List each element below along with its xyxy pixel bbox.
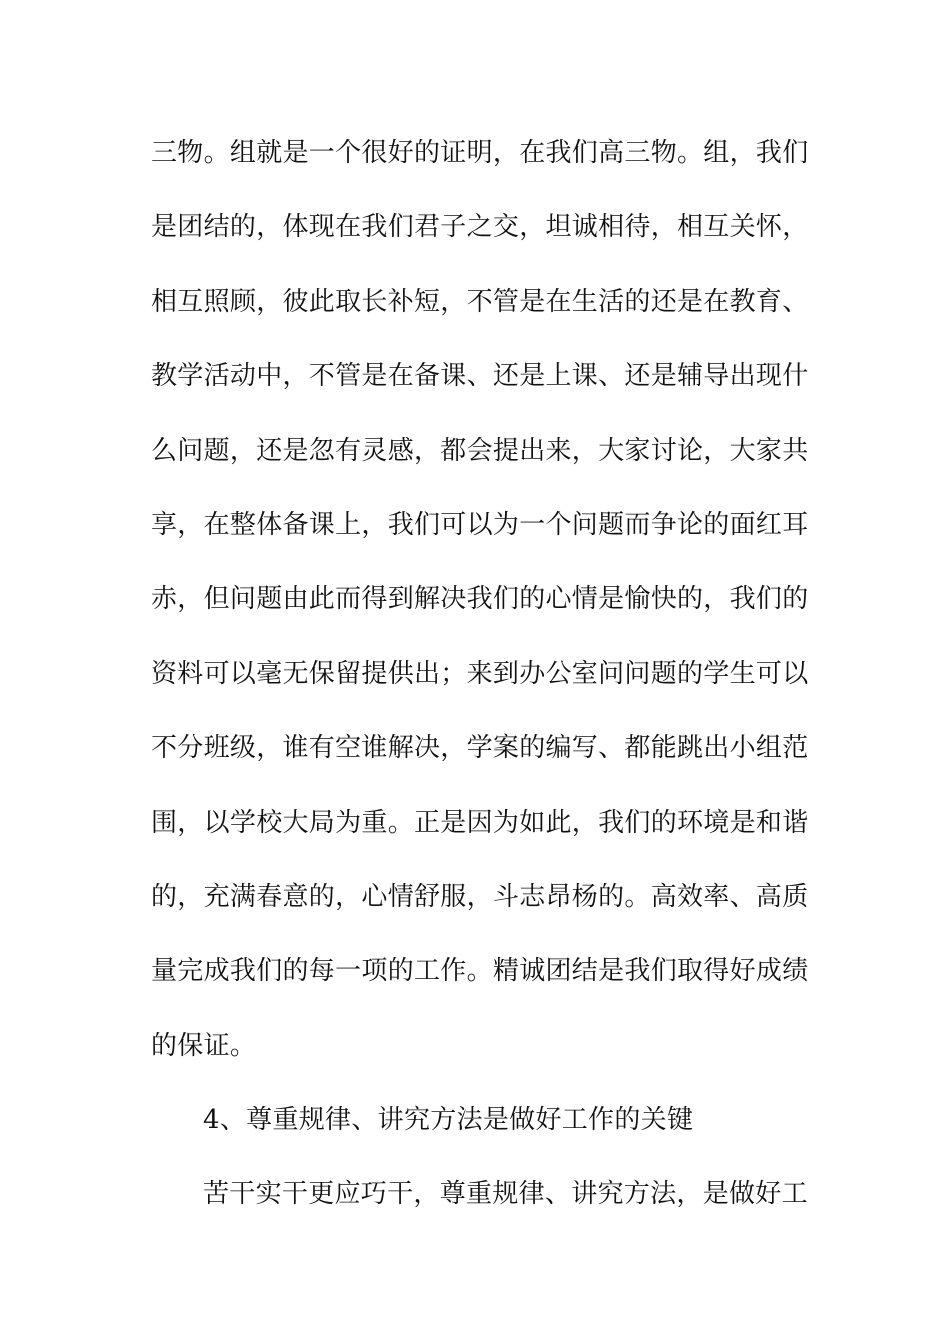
paragraph-line: 三物。组就是一个很好的证明，在我们高三物。组，我们: [151, 138, 809, 168]
paragraph-line: 量完成我们的每一项的工作。精诚团结是我们取得好成绩: [151, 956, 809, 987]
document-body: [151, 126, 809, 1242]
paragraph-line: 是团结的，体现在我们君子之交，坦诚相待，相互关怀，: [151, 212, 809, 243]
paragraph-line: 苦干实干更应巧干，尊重规律、讲究方法，是做好工: [203, 1179, 808, 1210]
paragraph-line: 享，在整体备课上，我们可以为一个问题而争论的面红耳: [151, 509, 809, 540]
paragraph-line: 相互照顾，彼此取长补短，不管是在生活的还是在教育、: [151, 286, 809, 317]
paragraph-line: 的，充满春意的，心情舒服，斗志昂杨的。高效率、高质: [151, 881, 809, 912]
paragraph-line: 的保证。: [151, 1030, 257, 1061]
paragraph-line: 不分班级，谁有空谁解决，学案的编写、都能跳出小组范: [151, 733, 809, 764]
paragraph-line: 么问题，还是忽有灵感，都会提出来，大家讨论，大家共: [151, 435, 809, 466]
paragraph-line: 围，以学校大局为重。正是因为如此，我们的环境是和谐: [151, 807, 809, 838]
paragraph-line: 教学活动中，不管是在备课、还是上课、还是辅导出现什: [151, 361, 809, 392]
paragraph-line: 赤，但问题由此而得到解决我们的心情是愉快的，我们的: [151, 584, 809, 615]
paragraph-line: 资料可以毫无保留提供出；来到办公室问问题的学生可以: [151, 658, 809, 689]
section-heading: 4、尊重规律、讲究方法是做好工作的关键: [203, 1105, 694, 1136]
